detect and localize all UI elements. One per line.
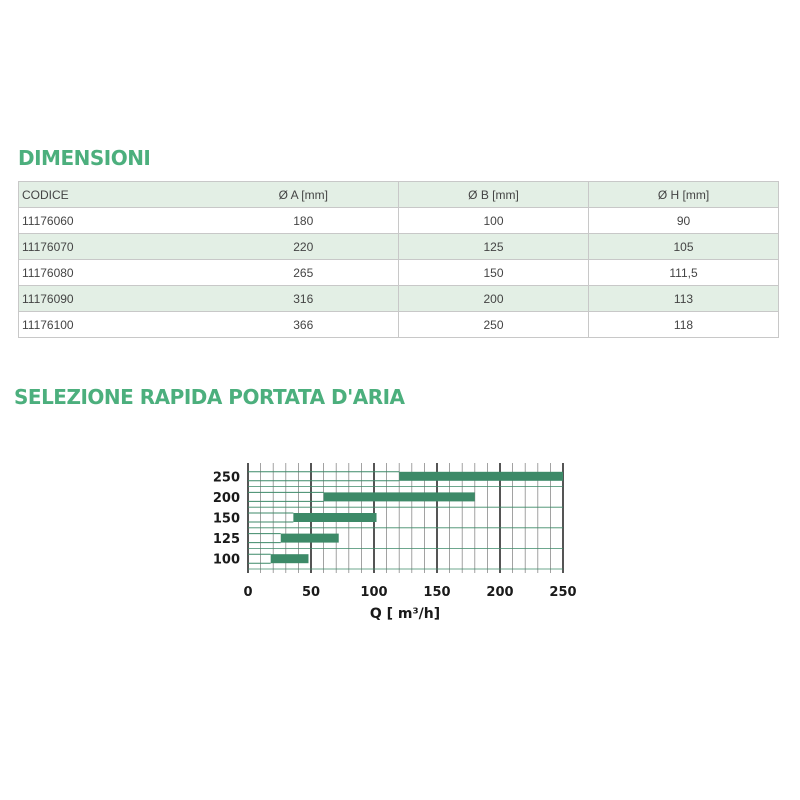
dimensioni-title: DIMENSIONI <box>18 146 151 170</box>
y-tick-label: 125 <box>212 532 240 548</box>
selezione-title: SELEZIONE RAPIDA PORTATA D'ARIA <box>14 385 405 409</box>
x-tick-label: 0 <box>243 585 253 600</box>
y-tick-label: 250 <box>212 470 240 486</box>
cell-diam-a: 316 <box>209 286 399 312</box>
y-tick-label: 200 <box>212 490 240 506</box>
bar-250 <box>399 472 563 481</box>
cell-diam-a: 220 <box>209 234 399 260</box>
bar-150 <box>293 513 376 522</box>
cell-codice: 11176060 <box>19 208 209 234</box>
cell-diam-b: 125 <box>399 234 589 260</box>
header-diam-a: Ø A [mm] <box>209 182 399 208</box>
x-tick-label: 50 <box>301 585 321 600</box>
cell-diam-h: 111,5 <box>589 260 779 286</box>
header-diam-h: Ø H [mm] <box>589 182 779 208</box>
y-tick-label: 150 <box>212 511 240 527</box>
y-tick-label: 100 <box>212 552 240 568</box>
cell-diam-h: 118 <box>589 312 779 338</box>
bar-100 <box>271 554 309 563</box>
cell-diam-h: 105 <box>589 234 779 260</box>
cell-diam-b: 200 <box>399 286 589 312</box>
cell-diam-a: 265 <box>209 260 399 286</box>
cell-codice: 11176090 <box>19 286 209 312</box>
cell-codice: 11176100 <box>19 312 209 338</box>
x-tick-label: 150 <box>423 585 451 600</box>
cell-diam-b: 150 <box>399 260 589 286</box>
cell-diam-h: 113 <box>589 286 779 312</box>
x-tick-label: 200 <box>486 585 514 600</box>
x-tick-label: 250 <box>549 585 577 600</box>
header-codice: CODICE <box>19 182 209 208</box>
cell-diam-b: 100 <box>399 208 589 234</box>
cell-diam-h: 90 <box>589 208 779 234</box>
cell-codice: 11176080 <box>19 260 209 286</box>
x-tick-label: 100 <box>360 585 388 600</box>
header-diam-b: Ø B [mm] <box>399 182 589 208</box>
cell-diam-b: 250 <box>399 312 589 338</box>
cell-codice: 11176070 <box>19 234 209 260</box>
bar-200 <box>324 492 475 501</box>
x-axis-label: Q [ m³/h] <box>369 606 441 622</box>
cell-diam-a: 180 <box>209 208 399 234</box>
bar-125 <box>281 534 339 543</box>
cell-diam-a: 366 <box>209 312 399 338</box>
